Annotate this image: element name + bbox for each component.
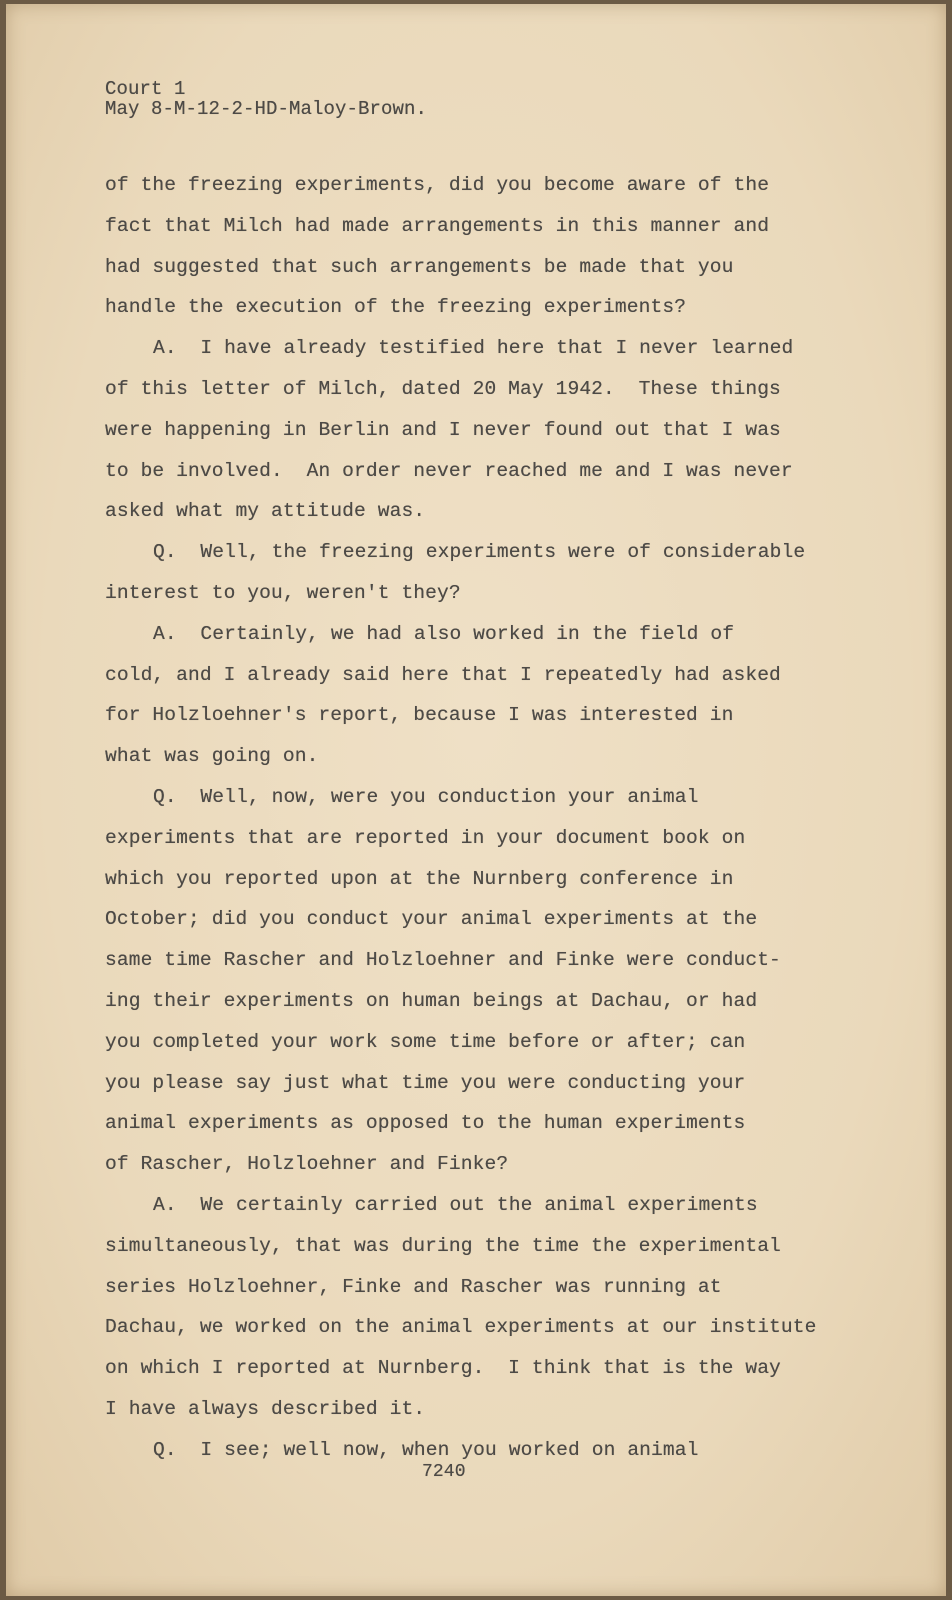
transcript-line: of the freezing experiments, did you become aware of the [105, 174, 770, 196]
transcript-line: were happening in Berlin and I never found out that I was [105, 418, 781, 441]
document-page [6, 4, 946, 1596]
transcript-line: A. I have already testified here that I never learned [153, 337, 794, 360]
transcript-line: ing their experiments on human beings at Dachau, or had [105, 990, 758, 1012]
transcript-line: I have always described it. [105, 1398, 426, 1420]
transcript-line: which you reported upon at the Nurnberg conference in [105, 867, 734, 890]
transcript-line: had suggested that such arrangements be made that you [105, 255, 734, 278]
transcript-line: you completed your work some time before or after; can [105, 1030, 746, 1053]
transcript-line: interest to you, weren't they? [105, 582, 461, 604]
transcript-line: Dachau, we worked on the animal experiments at our institute [105, 1316, 817, 1339]
transcript-line: what was going on. [105, 745, 319, 768]
transcript-line: A. We certainly carried out the animal experiments [153, 1194, 758, 1216]
court-label: Court 1 [105, 78, 186, 100]
transcript-line: fact that Milch had made arrangements in this manner and [105, 214, 770, 237]
transcript-line: asked what my attitude was. [105, 500, 426, 523]
transcript-line: Q. I see; well now, when you worked on animal [153, 1438, 699, 1461]
transcript-line: of Rascher, Holzloehner and Finke? [105, 1153, 509, 1176]
transcript-line: Q. Well, now, were you conduction your animal [153, 786, 699, 808]
transcript-line: experiments that are reported in your document book on [105, 826, 746, 849]
transcript-line: Q. Well, the freezing experiments were of considerable [153, 541, 806, 564]
transcript-line: October; did you conduct your animal experiments at the [105, 908, 758, 931]
transcript-line: handle the execution of the freezing experiments? [105, 296, 687, 319]
transcript-line: A. Certainly, we had also worked in the field of [153, 622, 735, 645]
transcript-line: for Holzloehner's report, because I was interested in [105, 704, 734, 727]
transcript-line: of this letter of Milch, dated 20 May 1942. These things [105, 378, 781, 400]
transcript-line: same time Rascher and Holzloehner and Finke were conduct- [105, 949, 781, 972]
transcript-line: series Holzloehner, Finke and Rascher was running at [105, 1275, 722, 1298]
transcript-line: cold, and I already said here that I repeatedly had asked [105, 663, 781, 686]
session-code: May 8-M-12-2-HD-Maloy-Brown. [105, 98, 428, 120]
transcript-line: simultaneously, that was during the time the experimental [105, 1234, 781, 1257]
page-number: 7240 [422, 1462, 466, 1482]
transcript-line: to be involved. An order never reached me and I was never [105, 459, 793, 482]
transcript-line: on which I reported at Nurnberg. I think that is the way [105, 1357, 781, 1380]
transcript-line: animal experiments as opposed to the human experiments [105, 1112, 746, 1135]
transcript-line: you please say just what time you were conducting your [105, 1071, 746, 1094]
